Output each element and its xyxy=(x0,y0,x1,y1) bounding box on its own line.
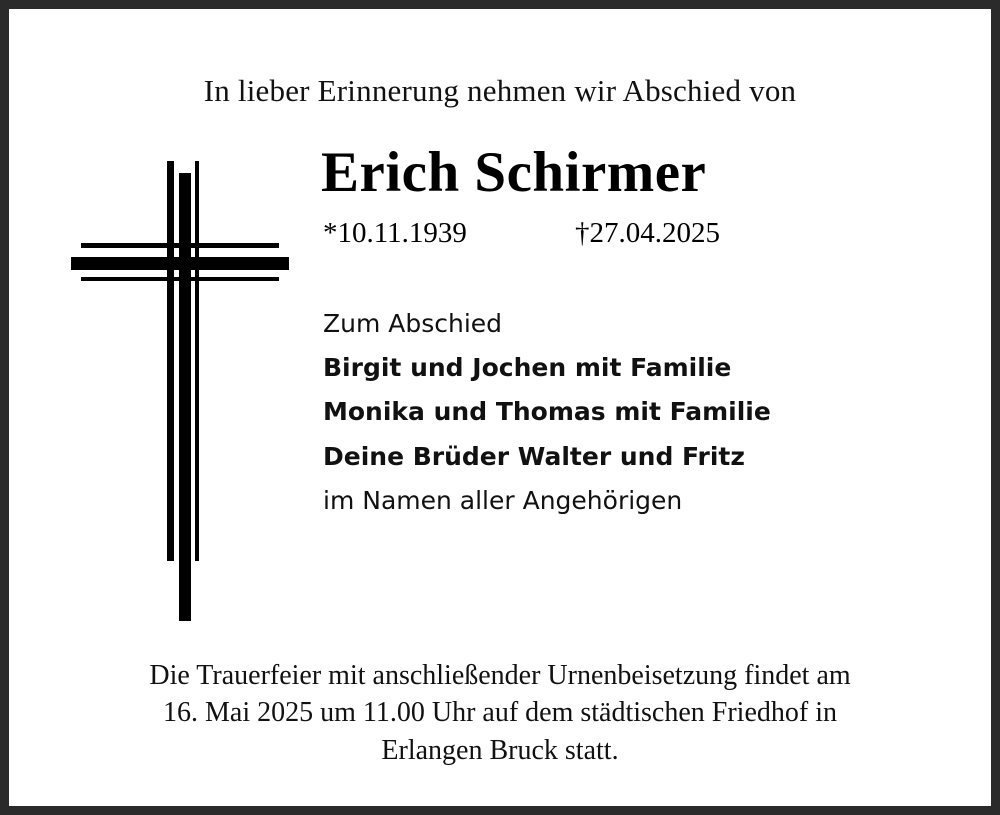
farewell-block xyxy=(323,302,961,523)
birth-date: *10.11.1939 xyxy=(323,216,467,249)
cross-horizontal-bar-bottom xyxy=(81,277,279,281)
life-dates xyxy=(323,217,961,250)
cross-horizontal-bar-main xyxy=(71,257,289,270)
mourner-line: Deine Brüder Walter und Fritz xyxy=(323,441,745,471)
service-details-line: Erlangen Bruck statt. xyxy=(381,735,619,767)
cross-icon xyxy=(69,161,309,601)
deceased-name: Erich Schirmer xyxy=(321,141,707,204)
closing-line: im Namen aller Angehörigen xyxy=(323,485,683,515)
service-details xyxy=(39,657,961,770)
cross-vertical-bar-left xyxy=(167,161,174,561)
service-details-line: 16. Mai 2025 um 11.00 Uhr auf dem städtischen Friedhof in xyxy=(163,697,837,729)
body-area xyxy=(9,143,991,613)
text-column xyxy=(309,143,961,523)
death-date: †27.04.2025 xyxy=(574,216,720,249)
headline: In lieber Erinnerung nehmen wir Abschied von xyxy=(203,73,797,108)
mourner-line: Birgit und Jochen mit Familie xyxy=(323,353,732,383)
service-details-line: Die Trauerfeier mit anschließender Urnenbeisetzung findet am xyxy=(149,659,851,691)
cross-horizontal-bar-top xyxy=(81,243,279,248)
farewell-label: Zum Abschied xyxy=(323,308,503,338)
mourner-line: Monika und Thomas mit Familie xyxy=(323,397,771,427)
cross-vertical-bar-main xyxy=(179,173,191,621)
cross-vertical-bar-right xyxy=(195,161,199,561)
